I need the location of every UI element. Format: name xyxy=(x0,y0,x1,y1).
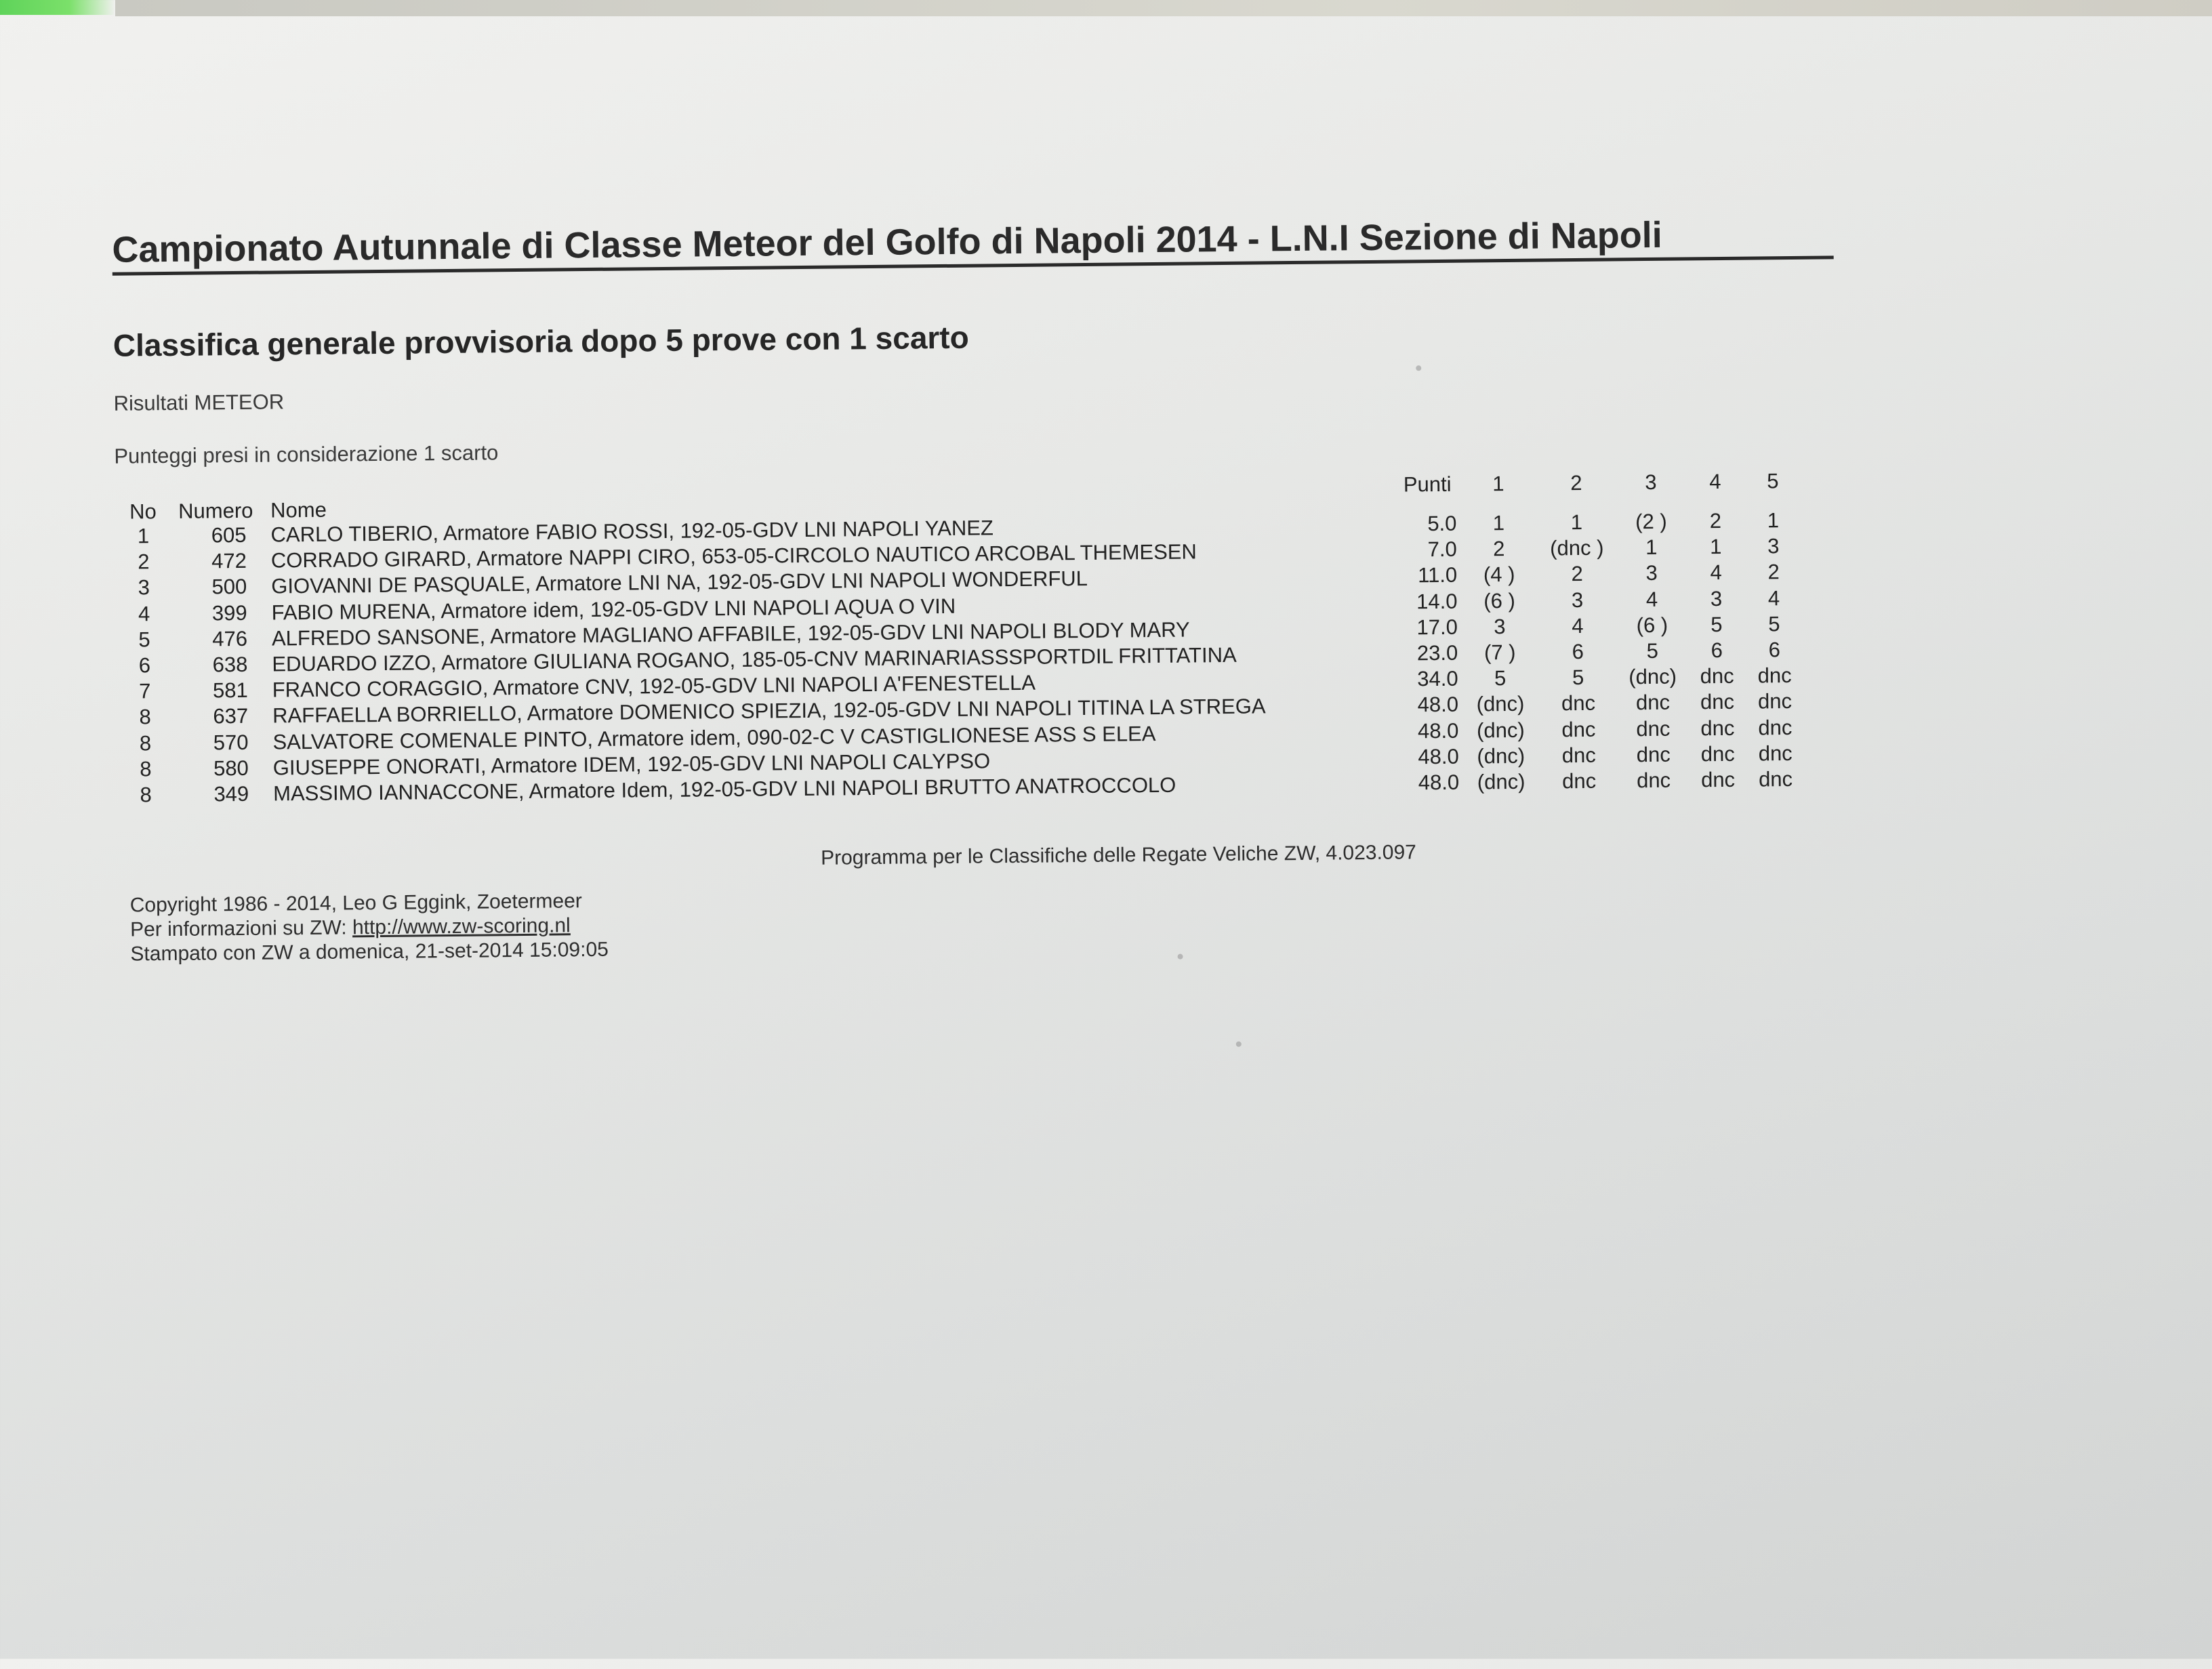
cell-race-3: dnc xyxy=(1635,691,1671,715)
cell-no: 8 xyxy=(140,783,152,807)
document-subtitle: Classifica generale provvisoria dopo 5 prove con 1 scarto xyxy=(112,319,969,363)
header-no: No xyxy=(129,499,157,524)
cell-race-2: dnc xyxy=(1561,717,1596,741)
cell-race-5: dnc xyxy=(1758,766,1793,791)
cell-race-5: 5 xyxy=(1768,611,1780,636)
cell-punti: 48.0 xyxy=(1417,718,1459,743)
cell-nome: CARLO TIBERIO, Armatore FABIO ROSSI, 192-05-GDV LNI NAPOLI YANEZ xyxy=(270,516,994,547)
cell-race-2: dnc xyxy=(1561,743,1596,768)
cell-race-5: dnc xyxy=(1757,689,1793,714)
cell-race-4: dnc xyxy=(1700,690,1735,714)
cell-race-1: 2 xyxy=(1493,537,1505,561)
cell-race-2: 2 xyxy=(1571,562,1583,586)
cell-no: 5 xyxy=(138,627,150,652)
cell-race-1: (dnc) xyxy=(1476,718,1525,743)
cell-race-5: 4 xyxy=(1767,585,1780,610)
cell-race-4: 6 xyxy=(1711,638,1723,663)
cell-numero: 476 xyxy=(212,626,248,651)
cell-race-1: (6 ) xyxy=(1483,588,1515,613)
background-green-object xyxy=(0,0,115,15)
cell-race-5: 2 xyxy=(1767,560,1780,584)
cell-numero: 500 xyxy=(211,575,247,599)
cell-punti: 48.0 xyxy=(1418,744,1459,769)
printed-timestamp: Stampato con ZW a domenica, 21-set-2014 15:09:05 xyxy=(130,938,609,966)
cell-race-4: 1 xyxy=(1710,535,1722,559)
header-race-3: 3 xyxy=(1645,470,1657,495)
cell-nome: GIOVANNI DE PASQUALE, Armatore LNI NA, 192-05-GDV LNI NAPOLI WONDERFUL xyxy=(271,566,1088,598)
cell-race-1: (dnc) xyxy=(1476,692,1525,716)
sheet-content xyxy=(0,5,2212,1669)
cell-numero: 570 xyxy=(213,730,249,754)
cell-race-2: 3 xyxy=(1571,588,1584,612)
header-race-4: 4 xyxy=(1709,469,1721,494)
cell-race-4: 4 xyxy=(1710,560,1722,585)
cell-nome: ALFREDO SANSONE, Armatore MAGLIANO AFFABILE, 192-05-GDV LNI NAPOLI BLODY MARY xyxy=(271,617,1190,651)
cell-race-3: 3 xyxy=(1645,561,1658,585)
cell-race-1: (dnc) xyxy=(1477,743,1525,768)
document-title: Campionato Autunnale di Classe Meteor del Golfo di Napoli 2014 - L.N.I Sezione di Napoli xyxy=(112,212,1834,275)
program-credit: Programma per le Classifiche delle Regate Veliche ZW, 4.023.097 xyxy=(820,841,1417,869)
cell-race-1: 3 xyxy=(1494,614,1506,639)
cell-race-1: 1 xyxy=(1492,511,1505,535)
cell-punti: 48.0 xyxy=(1418,770,1460,795)
cell-punti: 48.0 xyxy=(1417,693,1459,717)
cell-no: 4 xyxy=(138,601,150,626)
info-prefix: Per informazioni su ZW: xyxy=(129,916,353,941)
cell-race-4: 2 xyxy=(1709,508,1722,533)
cell-race-4: dnc xyxy=(1700,767,1736,792)
cell-race-1: (7 ) xyxy=(1483,640,1516,665)
cell-nome: GIUSEPPE ONORATI, Armatore IDEM, 192-05-GDV LNI NAPOLI CALYPSO xyxy=(272,749,991,780)
cell-no: 2 xyxy=(138,550,150,574)
cell-race-4: 3 xyxy=(1710,586,1723,611)
cell-race-4: dnc xyxy=(1700,716,1735,740)
printed-sheet xyxy=(0,16,2212,1659)
header-punti: Punti xyxy=(1403,472,1452,497)
cell-race-3: 4 xyxy=(1645,587,1658,611)
cell-race-3: 1 xyxy=(1645,535,1658,560)
cell-nome: EDUARDO IZZO, Armatore GIULIANA ROGANO, 185-05-CNV MARINARIASSSPORTDIL FRITTATINA xyxy=(272,642,1237,676)
cell-race-3: (2 ) xyxy=(1635,509,1667,534)
cell-race-2: 6 xyxy=(1572,639,1584,664)
cell-no: 3 xyxy=(138,575,150,600)
cell-race-3: dnc xyxy=(1636,768,1671,793)
cell-numero: 637 xyxy=(213,704,249,728)
header-nome: Nome xyxy=(270,497,327,522)
cell-nome: CORRADO GIRARD, Armatore NAPPI CIRO, 653-05-CIRCOLO NAUTICO ARCOBAL THEMESEN xyxy=(270,539,1197,573)
cell-punti: 11.0 xyxy=(1417,563,1458,588)
cell-race-5: 1 xyxy=(1767,508,1780,533)
cell-race-1: (4 ) xyxy=(1483,562,1515,587)
cell-punti: 14.0 xyxy=(1416,589,1458,613)
cell-race-5: dnc xyxy=(1757,663,1792,688)
paper-speck xyxy=(1236,1042,1242,1047)
cell-punti: 7.0 xyxy=(1427,537,1457,562)
cell-race-1: 5 xyxy=(1494,666,1507,691)
cell-race-1: (dnc) xyxy=(1477,769,1525,794)
cell-no: 6 xyxy=(138,653,151,678)
cell-no: 8 xyxy=(140,757,152,781)
cell-nome: MASSIMO IANNACCONE, Armatore Idem, 192-05-GDV LNI NAPOLI BRUTTO ANATROCCOLO xyxy=(273,772,1176,806)
cell-no: 8 xyxy=(139,730,152,755)
cell-punti: 5.0 xyxy=(1427,511,1457,536)
cell-numero: 580 xyxy=(213,756,249,781)
cell-no: 8 xyxy=(139,705,151,729)
cell-nome: FABIO MURENA, Armatore idem, 192-05-GDV LNI NAPOLI AQUA O VIN xyxy=(271,594,956,625)
cell-race-2: 1 xyxy=(1570,510,1583,535)
cell-numero: 581 xyxy=(212,678,248,703)
header-race-2: 2 xyxy=(1570,470,1582,495)
cell-nome: RAFFAELLA BORRIELLO, Armatore DOMENICO SPIEZIA, 192-05-GDV LNI NAPOLI TITINA LA STREGA xyxy=(272,694,1266,728)
cell-nome: SALVATORE COMENALE PINTO, Armatore idem, 090-02-C V CASTIGLIONESE ASS S ELEA xyxy=(272,721,1156,754)
results-label: Risultati METEOR xyxy=(113,390,285,415)
paper-speck xyxy=(1416,365,1421,371)
cell-race-2: 4 xyxy=(1572,613,1584,638)
cell-race-2: (dnc ) xyxy=(1550,535,1604,560)
cell-no: 1 xyxy=(137,524,150,548)
cell-punti: 34.0 xyxy=(1417,666,1458,691)
cell-race-3: dnc xyxy=(1636,716,1671,741)
cell-numero: 638 xyxy=(212,652,248,677)
cell-race-2: dnc xyxy=(1561,691,1596,716)
cell-race-3: dnc xyxy=(1636,742,1671,766)
cell-punti: 17.0 xyxy=(1416,615,1458,640)
cell-race-2: dnc xyxy=(1561,768,1597,794)
cell-punti: 23.0 xyxy=(1416,640,1458,665)
discard-note: Punteggi presi in considerazione 1 scarto xyxy=(114,440,499,468)
info-line xyxy=(130,914,571,941)
copyright-line: Copyright 1986 - 2014, Leo G Eggink, Zoetermeer xyxy=(129,890,582,917)
cell-no: 7 xyxy=(138,679,151,703)
cell-race-5: 6 xyxy=(1768,638,1781,662)
zw-scoring-link[interactable]: http://www.zw-scoring.nl xyxy=(352,914,571,939)
header-race-5: 5 xyxy=(1767,469,1779,493)
cell-race-5: dnc xyxy=(1758,741,1793,766)
cell-numero: 349 xyxy=(213,781,249,806)
cell-race-5: 3 xyxy=(1767,534,1780,558)
cell-race-4: 5 xyxy=(1711,612,1723,636)
cell-race-4: dnc xyxy=(1700,664,1734,688)
cell-numero: 472 xyxy=(211,549,247,573)
cell-numero: 399 xyxy=(211,600,247,625)
cell-race-2: 5 xyxy=(1572,665,1584,690)
cell-race-3: (6 ) xyxy=(1636,613,1668,637)
cell-numero: 605 xyxy=(211,522,247,548)
header-numero: Numero xyxy=(178,498,253,523)
cell-race-3: (dnc) xyxy=(1629,664,1677,689)
cell-race-3: 5 xyxy=(1646,638,1659,663)
cell-nome: FRANCO CORAGGIO, Armatore CNV, 192-05-GDV LNI NAPOLI A'FENESTELLA xyxy=(272,670,1036,702)
header-race-1: 1 xyxy=(1492,472,1504,496)
cell-race-5: dnc xyxy=(1758,715,1793,740)
cell-race-4: dnc xyxy=(1700,741,1735,766)
paper-speck xyxy=(1178,954,1183,960)
